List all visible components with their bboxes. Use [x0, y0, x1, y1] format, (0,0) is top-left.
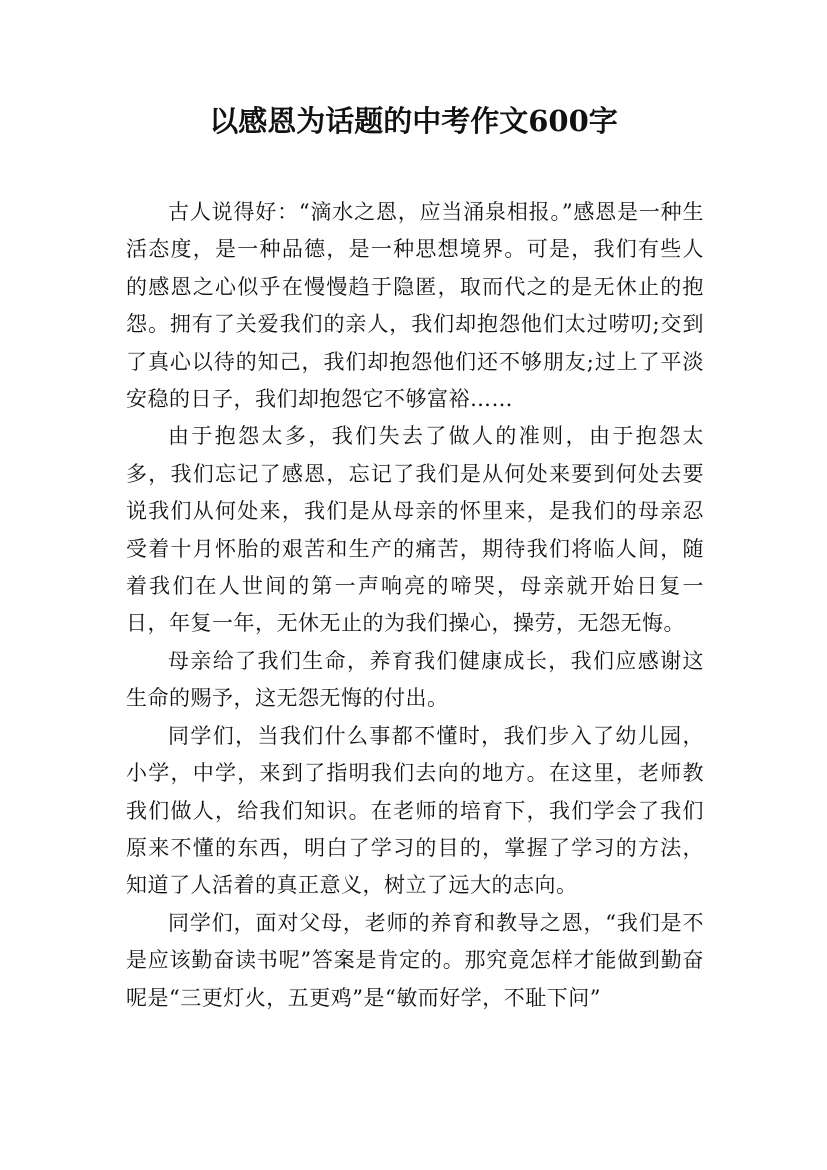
paragraph-3: 母亲给了我们生命，养育我们健康成长，我们应感谢这生命的赐予，这无怨无悔的付出。 — [126, 648, 704, 711]
document-title: 以感恩为话题的中考作文600字 — [209, 104, 618, 138]
paragraph-2: 由于抱怨太多，我们失去了做人的准则，由于抱怨太多，我们忘记了感恩，忘记了我们是从何处来要到何处去要说我们从何处来，我们是从母亲的怀里来，是我们的母亲忍受着十月怀胎的艰苦和生产的痛苦，期待我们将临人间，随着我们在人世间的第一声响亮的啼哭，母亲就开始日复一日，年复一年，无休无止的为我们操心，操劳，无怨无悔。 — [126, 424, 704, 636]
paragraph-5: 同学们，面对父母，老师的养育和教导之恩，“我们是不是应该勤奋读书呢”答案是肯定的。那究竟怎样才能做到勤奋呢是“三更灯火，五更鸡”是“敏而好学，不耻下问” — [126, 910, 704, 1010]
paragraph-1: 古人说得好：“滴水之恩，应当涌泉相报。”感恩是一种生活态度，是一种品德，是一种思想境界。可是，我们有些人的感恩之心似乎在慢慢趋于隐匿，取而代之的是无休止的抱怨。拥有了关爱我们的亲人，我们却抱怨他们太过唠叨;交到了真心以待的知己，我们却抱怨他们还不够朋友;过上了平淡安稳的日子，我们却抱怨它不够富裕…… — [126, 200, 704, 412]
document-body — [126, 194, 704, 1017]
paragraph-4: 同学们，当我们什么事都不懂时，我们步入了幼儿园，小学，中学，来到了指明我们去向的地方。在这里，老师教我们做人，给我们知识。在老师的培育下，我们学会了我们原来不懂的东西，明白了学习的目的，掌握了学习的方法，知道了人活着的真正意义，树立了远大的志向。 — [126, 723, 704, 898]
